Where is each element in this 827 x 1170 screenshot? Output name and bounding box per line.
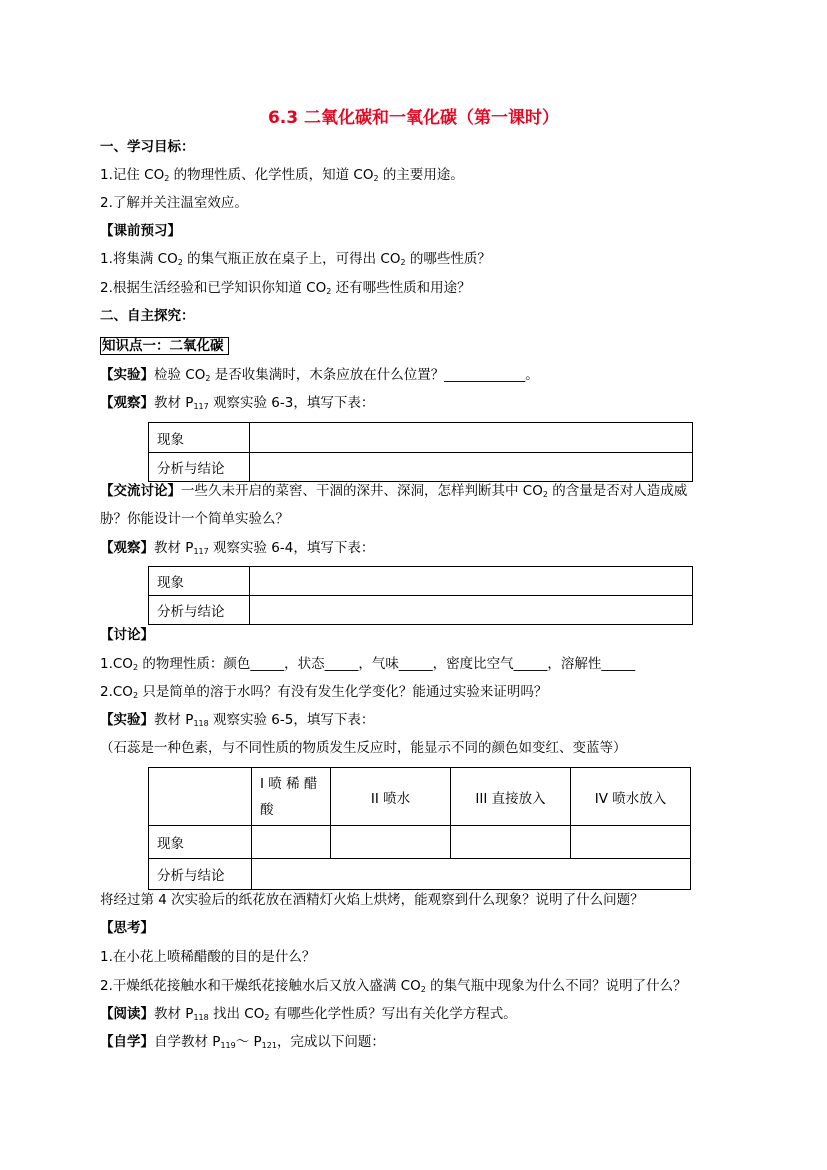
think-question-1: 1.在小花上喷稀醋酸的目的是什么？ (100, 949, 316, 965)
talk-question-1: $1.CO_2$ 的物理性质：颜色_____，状态_____，气味_____，密度比空气_____，溶解性_____ (100, 656, 636, 672)
row-label: 分析与结论 (149, 596, 250, 625)
row-label: 分析与结论 (149, 859, 252, 890)
self-study-task: 【自学】自学教材 $P_{119}\sim$ $P_{121}$，完成以下问题： (100, 1034, 385, 1050)
think-heading: 【思考】 (100, 920, 154, 936)
col-header-3: III 直接放入 (451, 768, 571, 826)
discussion-line-2: 胁？你能设计一个简单实验么？ (100, 511, 289, 527)
knowledge-point-1: 知识点一：二氧化碳 (100, 337, 229, 355)
answer-cell[interactable] (252, 826, 331, 859)
answer-cell[interactable] (252, 859, 691, 890)
discussion: 【交流讨论】一些久未开启的菜窖、干涸的深井、深洞，怎样判断其中 $CO_2$ 的含量是否对人造成威 (100, 483, 688, 499)
row-label: 现象 (149, 423, 250, 453)
observation-table-1 (148, 422, 693, 482)
page-title: 6.3 二氧化碳和一氧化碳（第一课时） (267, 108, 560, 128)
bake-question: 将经过第 4 次实验后的纸花放在酒精灯火焰上烘烤，能观察到什么现象？说明了什么问题？ (100, 892, 644, 908)
observation-2: 【观察】教材 $P_{117}$ 观察实验 6-4，填写下表： (100, 540, 375, 556)
litmus-note: （石蕊是一种色素，与不同性质的物质发生反应时，能显示不同的颜色如变红、变蓝等） (100, 740, 627, 756)
col-header-2: II 喷水 (331, 768, 451, 826)
row-label: 现象 (149, 567, 250, 596)
experiment-table-3 (148, 767, 691, 890)
answer-cell[interactable] (250, 596, 693, 625)
experiment-2: 【实验】教材 $P_{118}$ 观察实验 6-5，填写下表： (100, 712, 375, 728)
preview-question-2: 2.根据生活经验和已学知识你知道 $CO_2$ 还有哪些性质和用途？ (100, 280, 471, 296)
col-header-1: I 喷 稀 醋 酸 (252, 768, 331, 826)
reading-task: 【阅读】教材 $P_{118}$ 找出 $CO_2$ 有哪些化学性质？写出有关化学方程式。 (100, 1006, 517, 1022)
observation-table-2 (148, 566, 693, 625)
objective-1: 1.记住 $CO_2$ 的物理性质、化学性质，知道 $CO_2$ 的主要用途。 (100, 167, 464, 183)
corner-cell (149, 768, 252, 826)
preview-question-1: 1.将集满 $CO_2$ 的集气瓶正放在桌子上，可得出 $CO_2$ 的哪些性质？ (100, 251, 491, 267)
preview-heading: 【课前预习】 (100, 223, 181, 239)
talk-heading: 【讨论】 (100, 627, 154, 643)
answer-cell[interactable] (451, 826, 571, 859)
answer-cell[interactable] (571, 826, 691, 859)
row-label: 现象 (149, 826, 252, 859)
answer-cell[interactable] (331, 826, 451, 859)
talk-question-2: $2.CO_2$ 只是简单的溶于水吗？有没有发生化学变化？能通过实验来证明吗？ (100, 684, 548, 700)
col-header-4: IV 喷水放入 (571, 768, 691, 826)
row-label: 分析与结论 (149, 453, 250, 482)
answer-cell[interactable] (250, 567, 693, 596)
answer-cell[interactable] (250, 453, 693, 482)
think-question-2: 2.干燥纸花接触水和干燥纸花接触水后又放入盛满 $CO_2$ 的集气瓶中现象为什么不同？说明了什么？ (100, 978, 687, 994)
section-objectives-heading: 一、学习目标： (100, 139, 195, 155)
section-inquiry-heading: 二、自主探究： (100, 308, 195, 324)
objective-2: 2.了解并关注温室效应。 (100, 195, 248, 211)
answer-cell[interactable] (250, 423, 693, 453)
experiment-1: 【实验】检验 $CO_2$ 是否收集满时，木条应放在什么位置？____________。 (100, 367, 539, 383)
observation-1: 【观察】教材 $P_{117}$ 观察实验 6-3，填写下表： (100, 395, 375, 411)
